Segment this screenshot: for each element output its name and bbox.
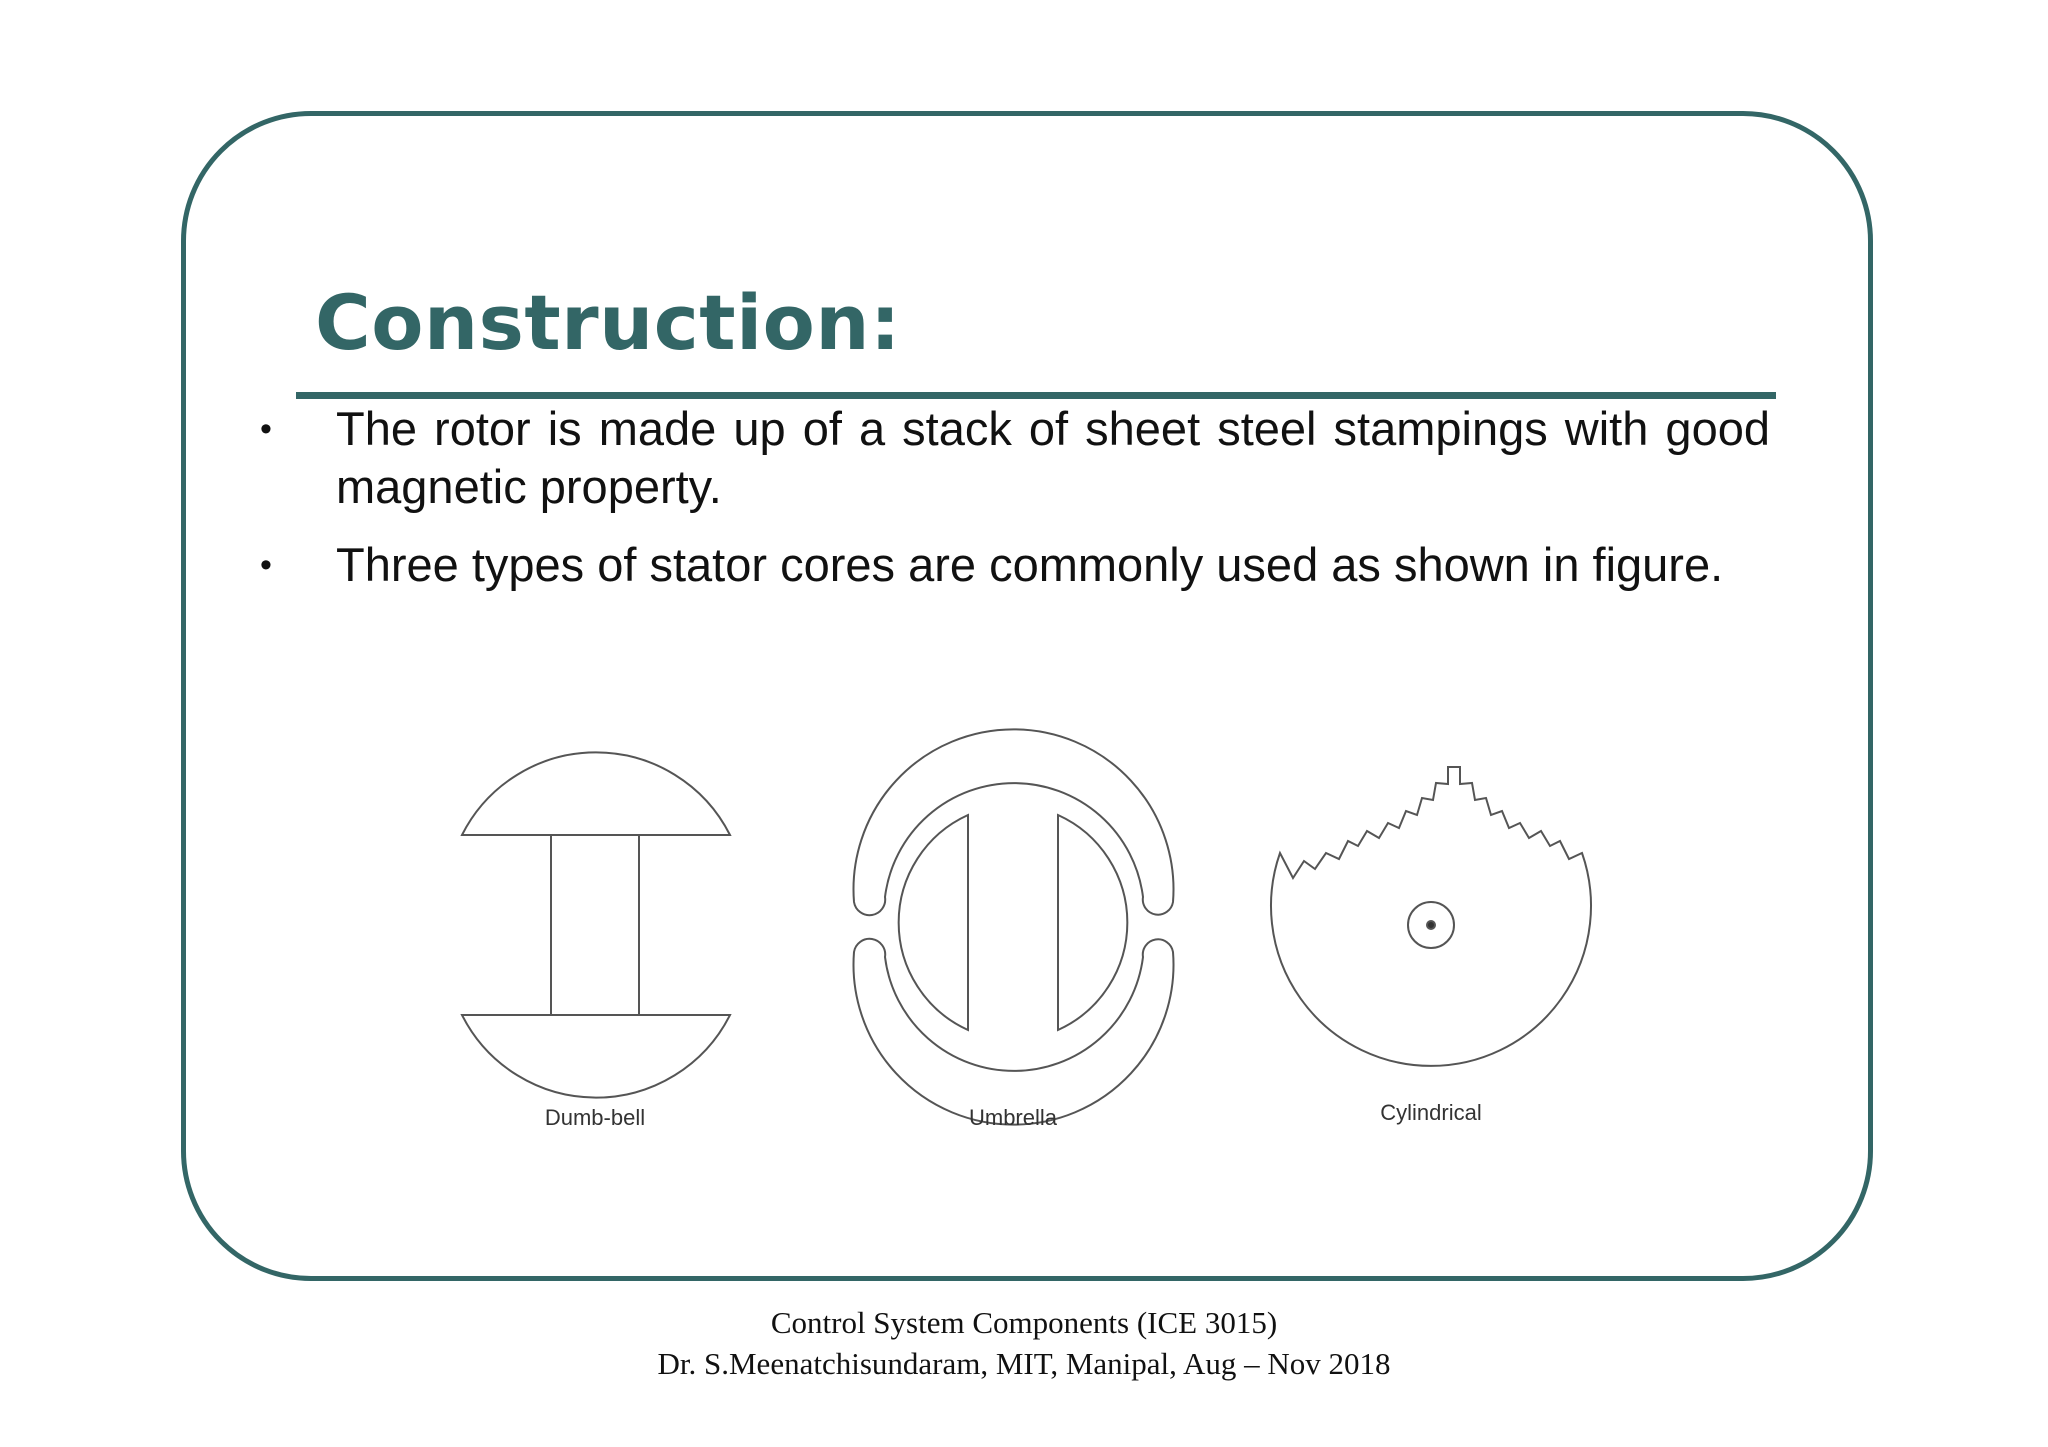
bullet-item — [260, 536, 1770, 594]
bullet-list — [260, 400, 1770, 614]
footer-course: Control System Components (ICE 3015) — [770, 1305, 1278, 1340]
stator-cores-figure — [440, 740, 1620, 1160]
title-underline — [296, 392, 1776, 399]
umbrella-core — [854, 729, 1174, 1124]
footer-author: Dr. S.Meenatchisundaram, MIT, Manipal, Aug – Nov 2018 — [657, 1346, 1391, 1381]
dumb-bell-core — [462, 752, 730, 1097]
bullet-item — [260, 400, 1770, 516]
cylindrical-core — [1271, 767, 1591, 1066]
slide-title: Construction: — [315, 278, 901, 367]
figure-label: Dumb-bell — [544, 1105, 646, 1130]
bullet-text: Three types of stator cores are commonly used as shown in figure. — [336, 538, 1724, 591]
bullet-marker: • — [260, 546, 272, 584]
bullet-text: The rotor is made up of a stack of sheet steel stampings with good magnetic property. — [336, 402, 1770, 513]
figure-label: Cylindrical — [1380, 1100, 1482, 1125]
bullet-marker: • — [260, 410, 272, 448]
figure-label: Umbrella — [968, 1105, 1058, 1130]
